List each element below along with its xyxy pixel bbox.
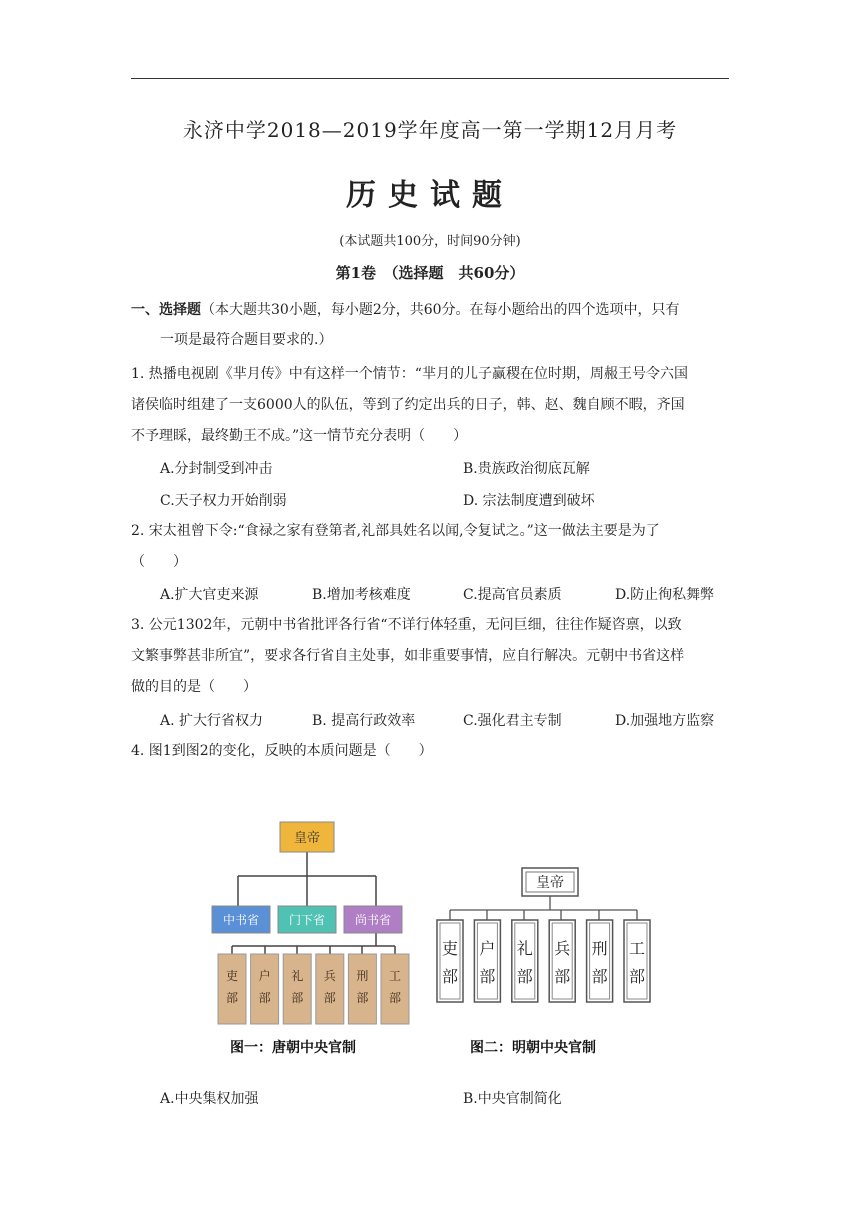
q2-line-1: 2. 宋太祖曾下令:“食禄之家有登第者,礼部具姓名以闻,令复试之。”这一做法主要是为了 <box>131 523 660 539</box>
ming-ministry-char: 刑 <box>591 939 608 958</box>
tang-ministry-char: 部 <box>356 991 369 1005</box>
section-instructions <box>131 300 680 320</box>
figure-caption-ming: 图二：明朝中央官制 <box>470 1040 596 1056</box>
ming-ministry-box <box>437 920 463 1002</box>
tang-ministry-char: 礼 <box>291 969 304 983</box>
tang-ministry-char: 部 <box>258 991 271 1005</box>
q2-option-c: C.提高官员素质 <box>463 587 562 603</box>
tang-emperor-box <box>280 822 334 852</box>
q3-line-1: 3. 公元1302年，元朝中书省批评各行省“不详行体轻重，无问巨细，往往作疑咨禀，以致 <box>131 617 682 633</box>
q4-option-a: A.中央集权加强 <box>160 1091 259 1107</box>
tang-department-label: 门下省 <box>288 913 326 927</box>
tang-ministry-box <box>348 954 376 1024</box>
ming-ministries <box>437 920 650 1002</box>
ming-ministry-char: 户 <box>479 939 496 958</box>
tang-department-label: 尚书省 <box>354 913 392 927</box>
tang-ministry-char: 吏 <box>225 969 239 983</box>
ming-emperor-label: 皇帝 <box>536 875 564 891</box>
ming-ministry-char: 部 <box>516 967 533 986</box>
tang-ministry-box <box>218 954 246 1024</box>
tang-ministry-char: 户 <box>258 969 271 983</box>
government-structure-figure <box>210 818 660 1062</box>
q3-option-c: C.强化君主专制 <box>463 713 562 729</box>
ming-ministry-box <box>549 920 575 1002</box>
tang-ministry-char: 部 <box>323 991 336 1005</box>
ming-ministry-box <box>624 920 650 1002</box>
tang-department-label: 中书省 <box>222 913 260 927</box>
ming-ministry-char: 部 <box>554 967 571 986</box>
tang-ministry-box <box>283 954 311 1024</box>
tang-department-menxia <box>278 906 336 933</box>
instructions-line-2: 一项是最符合题目要求的.） <box>160 332 333 348</box>
tang-department-zhongshu <box>212 906 270 933</box>
q1-option-b: B.贵族政治彻底瓦解 <box>463 461 590 477</box>
q1-option-c: C.天子权力开始削弱 <box>160 493 287 509</box>
q2-line-2: （ ） <box>131 554 187 570</box>
q1-option-d: D. 宗法制度遭到破坏 <box>463 493 595 509</box>
instructions-line-1: （本大题共30小题，每小题2分，共60分。在每小题给出的四个选项中，只有 <box>201 302 680 318</box>
section-heading: 一、选择题 <box>131 302 201 318</box>
ming-ministry-char: 部 <box>441 967 459 986</box>
ming-ministry-char: 工 <box>628 939 646 958</box>
tang-ministry-char: 工 <box>388 969 402 983</box>
q1-option-a: A.分封制受到冲击 <box>160 461 273 477</box>
tang-ministry-char: 兵 <box>323 969 336 983</box>
header-rule <box>131 78 729 79</box>
q1-line-3: 不予理睬，最终勤王不成。”这一情节充分表明（ ） <box>131 428 468 444</box>
school-title: 永济中学2018—2019学年度高一第一学期12月月考 <box>182 118 678 142</box>
tang-department-shangshu <box>344 906 402 933</box>
ming-ministry-char: 部 <box>591 967 608 986</box>
q3-option-a: A. 扩大行省权力 <box>160 713 264 729</box>
tang-ministry-box <box>381 954 409 1024</box>
q4-line-1: 4. 图1到图2的变化，反映的本质问题是（ ） <box>131 743 433 759</box>
q2-option-d: D.防止徇私舞弊 <box>615 587 715 603</box>
tang-ministry-char: 部 <box>225 991 239 1005</box>
ming-ministry-box <box>512 920 538 1002</box>
q4-option-b: B.中央官制简化 <box>463 1091 562 1107</box>
q3-line-2: 文繁事弊甚非所宜”，要求各行省自主处事，如非重要事情，应自行解决。元朝中书省这样 <box>131 648 685 664</box>
tang-ministry-box <box>251 954 279 1024</box>
tang-ministries <box>218 954 409 1024</box>
ming-ministry-char: 吏 <box>441 939 459 958</box>
subject-title: 历史试题 <box>346 178 514 213</box>
ming-ministry-box <box>587 920 613 1002</box>
tang-connectors <box>232 852 395 954</box>
tang-ministry-box <box>316 954 344 1024</box>
ming-ministry-box <box>474 920 500 1002</box>
tang-ministry-char: 刑 <box>356 969 369 983</box>
tang-ministry-char: 部 <box>291 991 304 1005</box>
q3-line-3: 做的目的是（ ） <box>131 679 257 695</box>
ming-emperor-box <box>522 868 578 896</box>
tang-emperor-label: 皇帝 <box>293 831 321 846</box>
volume-title: 第1卷 （选择题 共60分） <box>335 264 525 282</box>
ming-ministry-char: 部 <box>479 967 496 986</box>
q1-line-1: 1. 热播电视剧《芈月传》中有这样一个情节：“芈月的儿子赢稷在位时期，周赧王号令六国 <box>131 366 688 382</box>
exam-note: (本试题共100分，时间90分钟) <box>339 234 521 249</box>
q2-option-a: A.扩大官吏来源 <box>160 587 259 603</box>
ming-ministry-char: 部 <box>628 967 646 986</box>
q3-option-b: B. 提高行政效率 <box>312 713 416 729</box>
ming-ministry-char: 礼 <box>516 939 533 958</box>
q3-option-d: D.加强地方监察 <box>615 713 715 729</box>
tang-ministry-char: 部 <box>388 991 402 1005</box>
q2-option-b: B.增加考核难度 <box>312 587 411 603</box>
ming-connectors <box>450 896 637 920</box>
ming-ministry-char: 兵 <box>554 939 571 958</box>
q1-line-2: 诸侯临时组建了一支6000人的队伍，等到了约定出兵的日子，韩、赵、魏自顾不暇，齐国 <box>131 397 685 413</box>
figure-caption-tang: 图一：唐朝中央官制 <box>230 1040 356 1056</box>
